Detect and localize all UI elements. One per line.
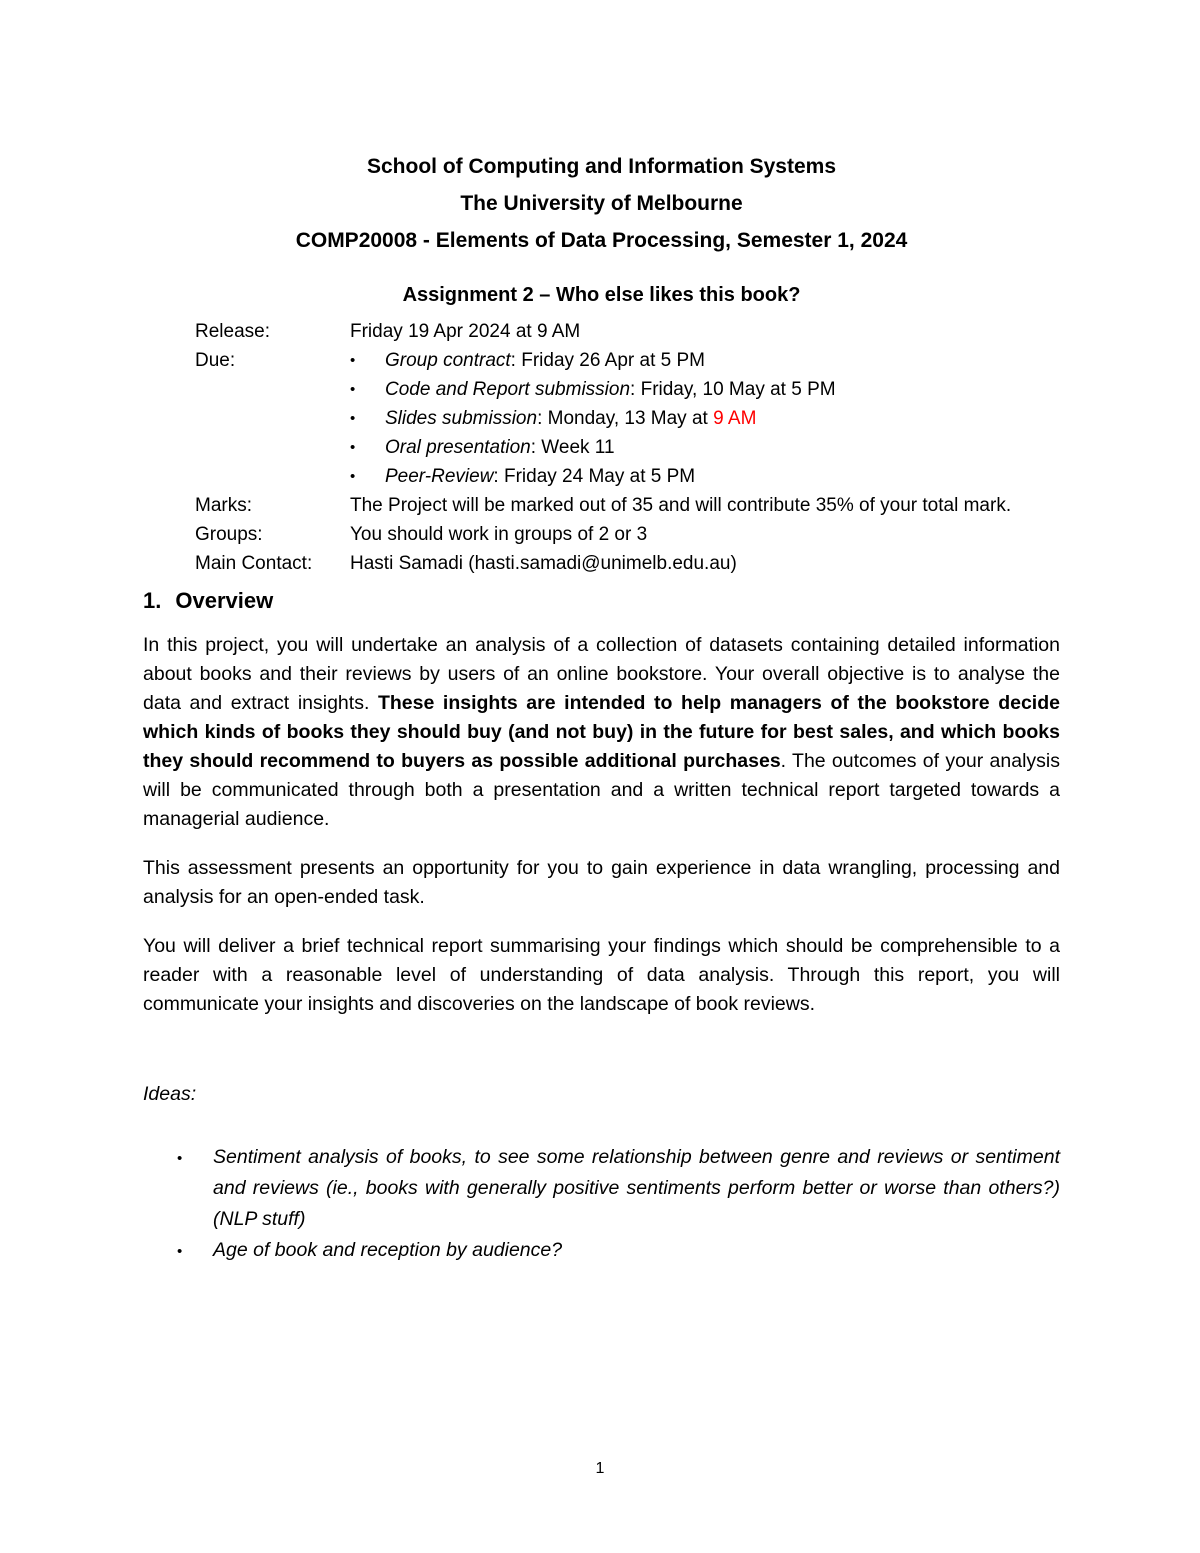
- idea-item-age: [143, 1235, 1060, 1267]
- groups-label: Groups:: [195, 524, 263, 545]
- meta-row-due: [195, 346, 1060, 491]
- main-contact-value: Hasti Samadi (hasti.samadi@unimelb.edu.au): [350, 553, 737, 574]
- due-term: Slides submission: [385, 408, 538, 429]
- release-value: Friday 19 Apr 2024 at 9 AM: [350, 321, 581, 342]
- bullet-icon: •: [350, 410, 356, 427]
- assignment-title: Assignment 2 – Who else likes this book?: [402, 284, 801, 306]
- marks-value: The Project will be marked out of 35 and will contribute 35% of your total mark.: [350, 495, 1012, 516]
- ideas-list: [143, 1142, 1060, 1267]
- bullet-icon: •: [177, 1150, 183, 1167]
- overview-paragraph-3: You will deliver a brief technical report summarising your findings which should be comprehensible to a reader with a reasonable level of understanding of data analysis. Through this report, you will communicate your insights and discoveries on the landscape of book reviews.: [143, 935, 1060, 1015]
- bullet-icon: •: [350, 468, 356, 485]
- idea-text: Sentiment analysis of books, to see some relationship between genre and reviews or sentiment and reviews (ie., books with generally positive sentiments perform better or worse than others?) (NLP stuff): [213, 1146, 1060, 1230]
- meta-row-marks: [195, 491, 1060, 520]
- due-rest: : Friday 24 May at 5 PM: [493, 466, 696, 487]
- section-heading-overview: [143, 586, 1060, 616]
- overview-paragraph-2: This assessment presents an opportunity for you to gain experience in data wrangling, processing and analysis for an open-ended task.: [143, 857, 1060, 908]
- due-rest: : Friday, 10 May at 5 PM: [630, 379, 836, 400]
- due-item-text: [385, 346, 705, 375]
- header-subject: COMP20008 - Elements of Data Processing, Semester 1, 2024: [295, 229, 908, 252]
- due-term: Code and Report submission: [385, 379, 631, 400]
- due-term: Group contract: [385, 350, 511, 371]
- idea-item-sentiment: [143, 1142, 1060, 1235]
- due-term: Peer-Review: [385, 466, 494, 487]
- page-number: 1: [595, 1460, 605, 1477]
- due-term: Oral presentation: [385, 437, 531, 458]
- meta-row-main-contact: [195, 549, 1060, 578]
- due-item-text: [385, 375, 836, 404]
- header-school: School of Computing and Information Systems: [366, 155, 836, 178]
- due-item-group-contract: [350, 346, 1060, 375]
- meta-row-groups: [195, 520, 1060, 549]
- marks-label: Marks:: [195, 495, 252, 516]
- due-item-code-report: [350, 375, 1060, 404]
- release-label: Release:: [195, 321, 270, 342]
- due-item-text: [385, 433, 615, 462]
- due-item-text: [385, 462, 695, 491]
- section-number: 1.: [143, 588, 162, 613]
- document-page: [143, 148, 1060, 1267]
- paragraph-bold-text: These insights are intended to help managers of the bookstore decide which kinds of books they should buy (and not buy) in the future for best sales, and which books they should recommend to buyers as possible additional purchases: [143, 692, 1060, 772]
- assignment-meta: [195, 317, 1060, 578]
- main-contact-label: Main Contact:: [195, 553, 313, 574]
- section-title: Overview: [175, 588, 274, 613]
- overview-paragraph-1: [143, 631, 1060, 834]
- due-item-peer-review: [350, 462, 1060, 491]
- due-list: [350, 346, 1060, 491]
- due-item-slides: [350, 404, 1060, 433]
- due-rest: : Week 11: [530, 437, 615, 458]
- header-university: The University of Melbourne: [460, 192, 743, 215]
- due-item-text: [385, 404, 756, 433]
- due-item-oral-presentation: [350, 433, 1060, 462]
- due-rest: : Friday 26 Apr at 5 PM: [510, 350, 705, 371]
- meta-row-release: [195, 317, 1060, 346]
- groups-value: You should work in groups of 2 or 3: [350, 524, 648, 545]
- paragraph-text: In this project, you will undertake an analysis of a collection of datasets containing detailed information about books and their reviews by users of an online bookstore. Your overall objective is to analyse the data and extract insights.: [143, 634, 1060, 714]
- bullet-icon: •: [350, 352, 356, 369]
- due-label: Due:: [195, 350, 236, 371]
- paragraph-text: . The outcomes of your analysis will be communicated through both a presentation and a written technical report targeted towards a managerial audience.: [143, 750, 1060, 830]
- idea-text: Age of book and reception by audience?: [213, 1239, 563, 1261]
- ideas-label: Ideas:: [143, 1083, 197, 1105]
- due-highlight-deadline: 9 AM: [713, 408, 757, 429]
- due-rest: : Monday, 13 May at: [537, 408, 714, 429]
- bullet-icon: •: [350, 439, 356, 456]
- bullet-icon: •: [350, 381, 356, 398]
- bullet-icon: •: [177, 1243, 183, 1260]
- document-header: [143, 148, 1060, 259]
